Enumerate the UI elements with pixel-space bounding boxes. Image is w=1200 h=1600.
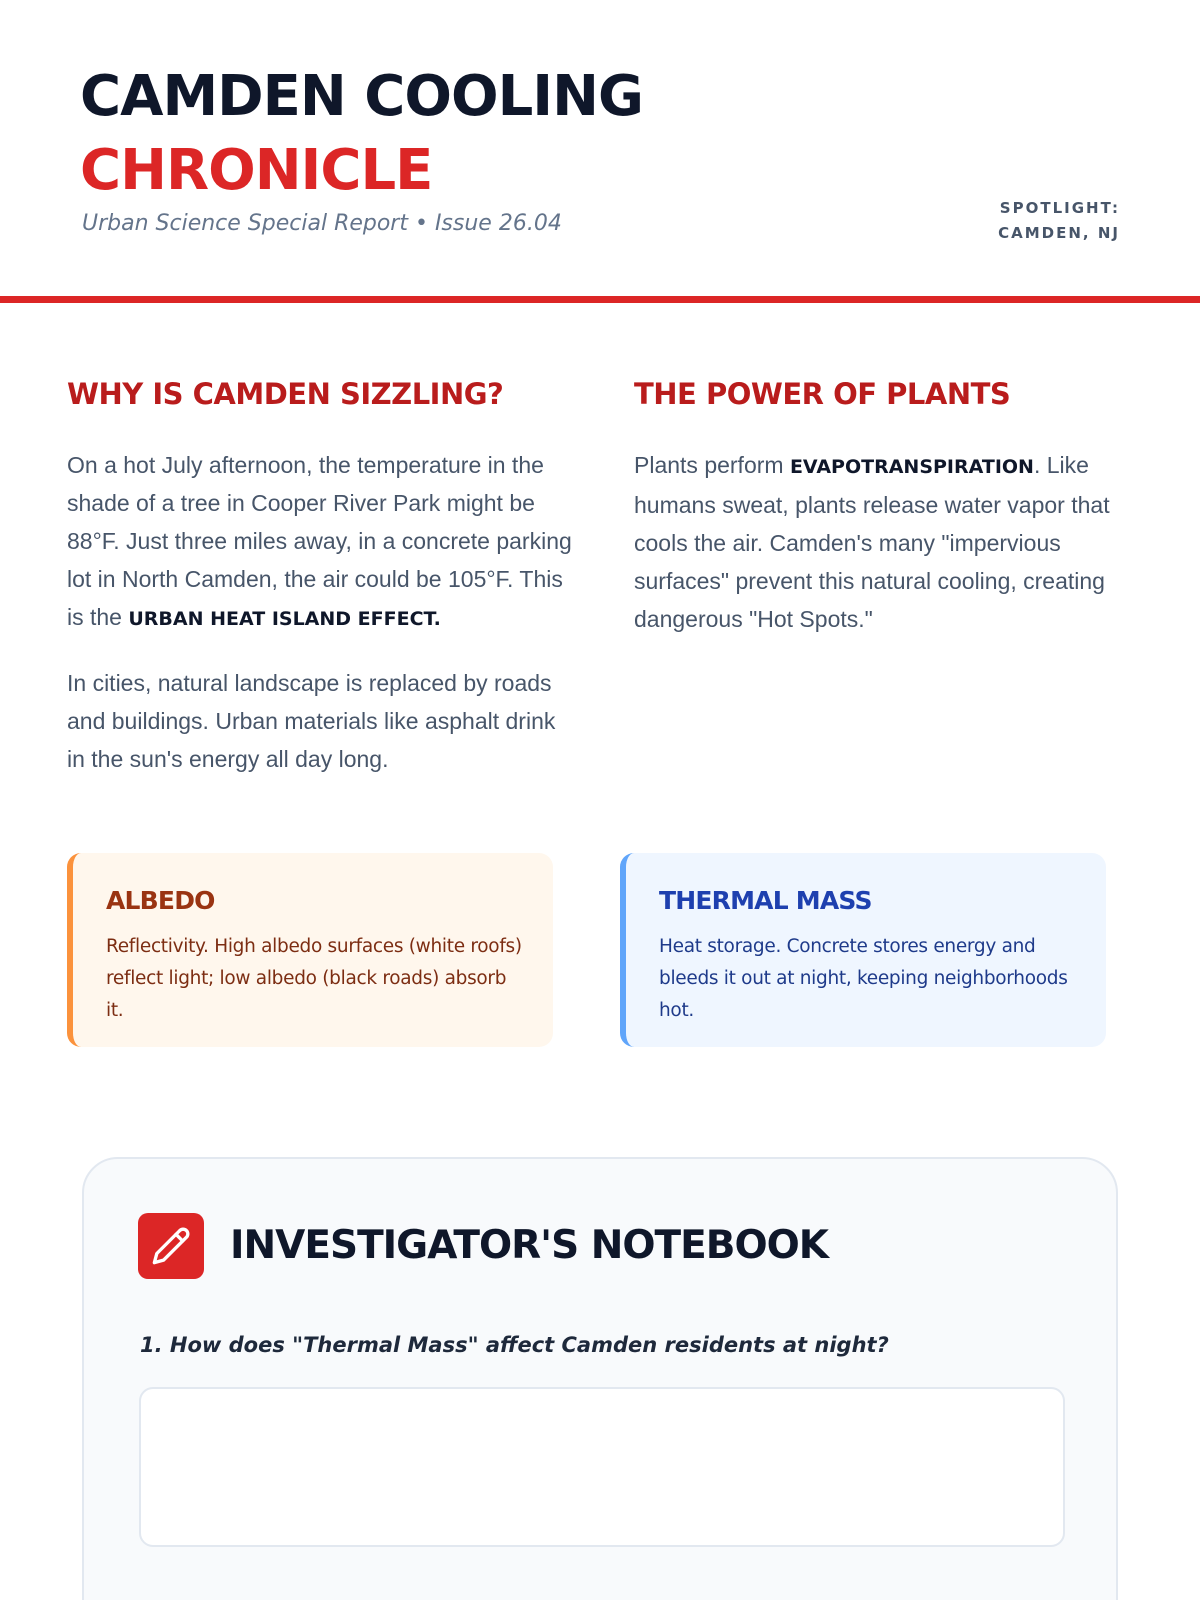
article-paragraph-1: [67, 446, 573, 638]
spotlight-tag: [998, 196, 1120, 246]
answer-1-field[interactable]: [139, 1387, 1065, 1547]
definition-card-thermal-mass: [620, 853, 1106, 1047]
definition-card-albedo: [67, 853, 553, 1047]
article-heading: WHY IS CAMDEN SIZZLING?: [67, 377, 504, 411]
paragraph-text: On a hot July afternoon, the temperature in the shade of a tree in Cooper River Park might be 88°F. Just three miles away, in a concrete parking lot in North Camden, the air could be 105°F. This is the: [67, 452, 572, 630]
article-paragraph: [634, 446, 1140, 638]
spotlight-label: SPOTLIGHT:: [999, 199, 1120, 217]
title-line-1: CAMDEN COOLING: [80, 64, 643, 129]
investigators-notebook: [82, 1157, 1118, 1600]
paragraph-text-before: Plants perform: [634, 452, 790, 478]
title-line-2: CHRONICLE: [80, 138, 433, 203]
article-paragraph-2: In cities, natural landscape is replaced by roads and buildings. Urban materials like asphalt drink in the sun's energy all day long.: [67, 670, 556, 772]
card-title: ALBEDO: [106, 886, 215, 915]
article-power-of-plants: [634, 372, 1140, 664]
article-heading: THE POWER OF PLANTS: [634, 377, 1011, 411]
notebook-title: INVESTIGATOR'S NOTEBOOK: [230, 1223, 829, 1268]
spotlight-location: CAMDEN, NJ: [998, 224, 1120, 242]
question-1: 1. How does "Thermal Mass" affect Camden residents at night?: [140, 1333, 889, 1357]
key-term-evapotranspiration: EVAPOTRANSPIRATION: [789, 456, 1034, 478]
article-why-sizzling: [67, 372, 573, 804]
header-divider: [0, 296, 1200, 303]
newsletter-title: [80, 60, 1120, 208]
card-title: THERMAL MASS: [659, 886, 872, 915]
card-definition: Reflectivity. High albedo surfaces (white roofs) reflect light; low albedo (black roads) absorb it.: [106, 936, 522, 1021]
key-term-urban-heat-island: URBAN HEAT ISLAND EFFECT.: [128, 608, 441, 630]
issue-subtitle: Urban Science Special Report • Issue 26.04: [82, 211, 562, 236]
card-definition: Heat storage. Concrete stores energy and bleeds it out at night, keeping neighborhoods hot.: [659, 936, 1068, 1021]
pencil-icon: [138, 1213, 204, 1279]
paragraph-text-after: . Like humans sweat, plants release water vapor that cools the air. Camden's many "impervious surfaces" prevent this natural cooling, creating dangerous "Hot Spots.": [634, 452, 1110, 632]
